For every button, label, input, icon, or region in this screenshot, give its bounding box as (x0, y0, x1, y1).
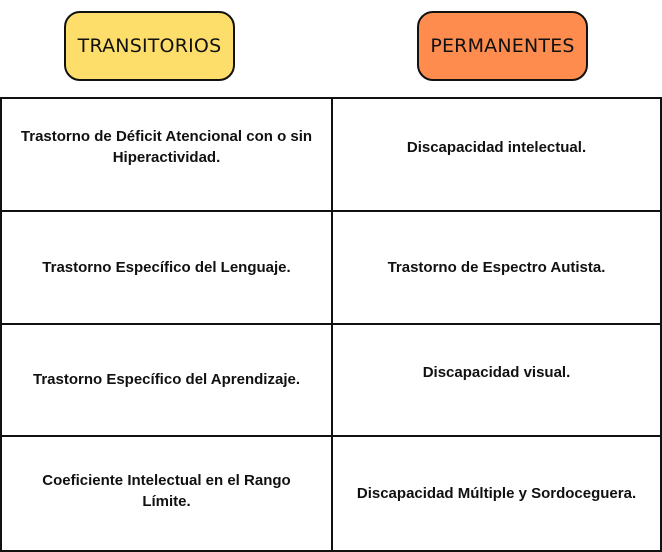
permanente-cell-3: Discapacidad visual. (333, 325, 660, 438)
permanente-cell-4: Discapacidad Múltiple y Sordoceguera. (356, 485, 637, 503)
comparison-table (0, 97, 662, 552)
transitorio-cell-2: Trastorno Específico del Lenguaje. (2, 212, 333, 325)
transitorio-cell-1: Trastorno de Déficit Atencional con o sin Hiperactividad. (2, 99, 333, 212)
transitorios-header: TRANSITORIOS (64, 11, 235, 81)
transitorio-cell-3: Trastorno Específico del Aprendizaje. (2, 325, 333, 438)
permanentes-header: PERMANENTES (417, 11, 588, 81)
transitorio-cell-4: Coeficiente Intelectual en el Rango Límite. (2, 437, 333, 550)
permanente-cell-1: Discapacidad intelectual. (333, 99, 660, 212)
permanente-cell-2: Trastorno de Espectro Autista. (333, 212, 660, 325)
